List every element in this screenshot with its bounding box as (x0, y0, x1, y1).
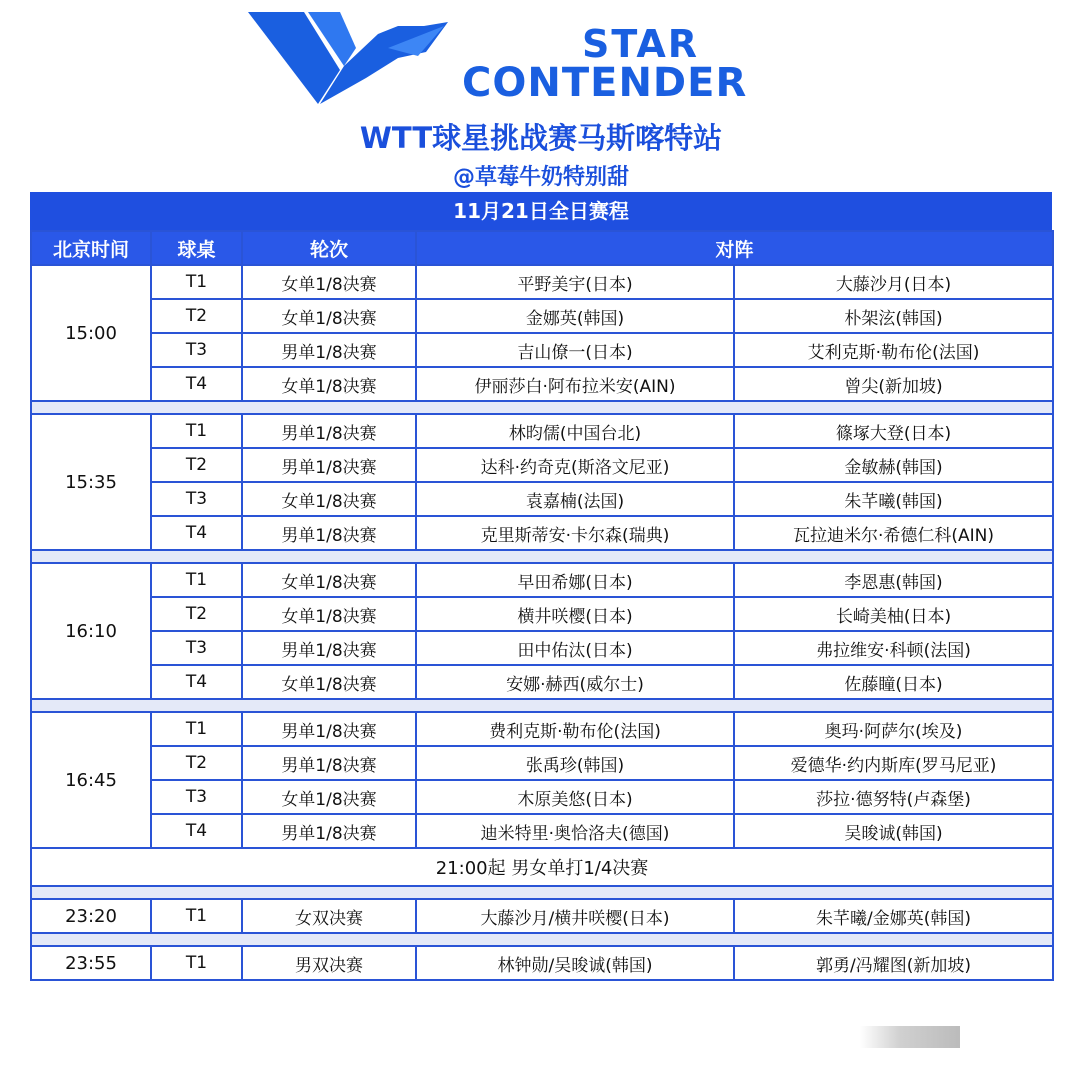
table-cell: T1 (151, 712, 242, 746)
table-row (31, 333, 1053, 367)
separator-cell (31, 401, 1053, 414)
col-header-time: 北京时间 (31, 231, 151, 265)
page-subtitle: @草莓牛奶特别甜 (452, 165, 629, 190)
table-row (31, 563, 1053, 597)
session-time: 23:20 (31, 899, 151, 933)
header-row (31, 231, 1053, 265)
table-row (31, 448, 1053, 482)
round-cell: 男单1/8决赛 (242, 333, 416, 367)
table-row (31, 665, 1053, 699)
table-row (31, 946, 1053, 980)
table-cell: T1 (151, 265, 242, 299)
table-row (31, 414, 1053, 448)
separator-row (31, 886, 1053, 899)
player-a-cell: 金娜英(韩国) (416, 299, 734, 333)
table-row (31, 516, 1053, 550)
player-a-cell: 达科·约奇克(斯洛文尼亚) (416, 448, 734, 482)
table-cell: T4 (151, 665, 242, 699)
player-a-cell: 安娜·赫西(威尔士) (416, 665, 734, 699)
round-cell: 女单1/8决赛 (242, 563, 416, 597)
player-b-cell: 爱德华·约内斯库(罗马尼亚) (734, 746, 1053, 780)
table-row (31, 746, 1053, 780)
table-cell: T3 (151, 631, 242, 665)
player-b-cell: 朱芊曦/金娜英(韩国) (734, 899, 1053, 933)
watermark-overlay (860, 1026, 960, 1048)
player-a-cell: 吉山僚一(日本) (416, 333, 734, 367)
round-cell: 女单1/8决赛 (242, 482, 416, 516)
round-cell: 女单1/8决赛 (242, 299, 416, 333)
col-header-table: 球桌 (151, 231, 242, 265)
round-cell: 女双决赛 (242, 899, 416, 933)
separator-row (31, 401, 1053, 414)
player-a-cell: 林昀儒(中国台北) (416, 414, 734, 448)
table-cell: T1 (151, 414, 242, 448)
table-cell: T2 (151, 746, 242, 780)
logo-star-text: STAR (582, 22, 700, 66)
round-cell: 女单1/8决赛 (242, 265, 416, 299)
player-a-cell: 平野美宇(日本) (416, 265, 734, 299)
player-b-cell: 大藤沙月(日本) (734, 265, 1053, 299)
player-b-cell: 长崎美柚(日本) (734, 597, 1053, 631)
separator-cell (31, 933, 1053, 946)
player-a-cell: 林钟勋/吴晙诚(韩国) (416, 946, 734, 980)
player-b-cell: 瓦拉迪米尔·希德仁科(AIN) (734, 516, 1053, 550)
round-cell: 女单1/8决赛 (242, 367, 416, 401)
player-b-cell: 吴晙诚(韩国) (734, 814, 1053, 848)
player-b-cell: 佐藤瞳(日本) (734, 665, 1053, 699)
table-cell: T2 (151, 299, 242, 333)
table-row (31, 482, 1053, 516)
separator-cell (31, 886, 1053, 899)
table-row (31, 814, 1053, 848)
table-cell: T3 (151, 780, 242, 814)
session-time: 16:10 (31, 563, 151, 699)
round-cell: 男单1/8决赛 (242, 448, 416, 482)
round-cell: 女单1/8决赛 (242, 780, 416, 814)
table-cell: T4 (151, 814, 242, 848)
table-cell: T1 (151, 899, 242, 933)
player-a-cell: 田中佑汰(日本) (416, 631, 734, 665)
session-time: 15:00 (31, 265, 151, 401)
round-cell: 男单1/8决赛 (242, 746, 416, 780)
player-b-cell: 奥玛·阿萨尔(埃及) (734, 712, 1053, 746)
player-a-cell: 横井咲樱(日本) (416, 597, 734, 631)
round-cell: 男单1/8决赛 (242, 712, 416, 746)
session-time: 15:35 (31, 414, 151, 550)
note-row (31, 848, 1053, 886)
wtt-logo-icon (248, 8, 448, 108)
table-row (31, 299, 1053, 333)
player-a-cell: 伊丽莎白·阿布拉米安(AIN) (416, 367, 734, 401)
table-row (31, 712, 1053, 746)
table-cell: T3 (151, 333, 242, 367)
player-a-cell: 木原美悠(日本) (416, 780, 734, 814)
round-cell: 男单1/8决赛 (242, 814, 416, 848)
table-row (31, 265, 1053, 299)
table-row (31, 780, 1053, 814)
round-cell: 男双决赛 (242, 946, 416, 980)
player-b-cell: 郭勇/冯耀图(新加坡) (734, 946, 1053, 980)
player-a-cell: 袁嘉楠(法国) (416, 482, 734, 516)
logo-contender-text: CONTENDER (462, 60, 748, 106)
separator-cell (31, 699, 1053, 712)
round-cell: 男单1/8决赛 (242, 414, 416, 448)
page-title: WTT球星挑战赛马斯喀特站 (359, 121, 723, 155)
round-cell: 女单1/8决赛 (242, 597, 416, 631)
schedule-table (30, 192, 1052, 981)
separator-row (31, 699, 1053, 712)
table-row (31, 899, 1053, 933)
player-a-cell: 大藤沙月/横井咲樱(日本) (416, 899, 734, 933)
player-b-cell: 艾利克斯·勒布伦(法国) (734, 333, 1053, 367)
quarterfinal-note: 21:00起 男女单打1/4决赛 (31, 848, 1053, 886)
separator-row (31, 550, 1053, 563)
player-b-cell: 金敏赫(韩国) (734, 448, 1053, 482)
player-a-cell: 迪米特里·奥恰洛夫(德国) (416, 814, 734, 848)
player-a-cell: 早田希娜(日本) (416, 563, 734, 597)
table-cell: T4 (151, 367, 242, 401)
col-header-round: 轮次 (242, 231, 416, 265)
table-cell: T4 (151, 516, 242, 550)
player-a-cell: 张禹珍(韩国) (416, 746, 734, 780)
schedule-date-banner: 11月21日全日赛程 (30, 192, 1052, 230)
player-b-cell: 李恩惠(韩国) (734, 563, 1053, 597)
session-time: 16:45 (31, 712, 151, 848)
player-a-cell: 克里斯蒂安·卡尔森(瑞典) (416, 516, 734, 550)
player-b-cell: 曾尖(新加坡) (734, 367, 1053, 401)
col-header-matchup: 对阵 (416, 231, 1053, 265)
player-b-cell: 弗拉维安·科顿(法国) (734, 631, 1053, 665)
round-cell: 男单1/8决赛 (242, 631, 416, 665)
player-b-cell: 朴架泫(韩国) (734, 299, 1053, 333)
table-cell: T2 (151, 448, 242, 482)
table-row (31, 631, 1053, 665)
separator-cell (31, 550, 1053, 563)
header (0, 0, 1082, 120)
player-b-cell: 莎拉·德努特(卢森堡) (734, 780, 1053, 814)
separator-row (31, 933, 1053, 946)
session-time: 23:55 (31, 946, 151, 980)
round-cell: 男单1/8决赛 (242, 516, 416, 550)
table-cell: T1 (151, 563, 242, 597)
player-b-cell: 篠塚大登(日本) (734, 414, 1053, 448)
table-cell: T1 (151, 946, 242, 980)
table-cell: T2 (151, 597, 242, 631)
table-row (31, 367, 1053, 401)
table-row (31, 597, 1053, 631)
player-a-cell: 费利克斯·勒布伦(法国) (416, 712, 734, 746)
player-b-cell: 朱芊曦(韩国) (734, 482, 1053, 516)
round-cell: 女单1/8决赛 (242, 665, 416, 699)
table-cell: T3 (151, 482, 242, 516)
